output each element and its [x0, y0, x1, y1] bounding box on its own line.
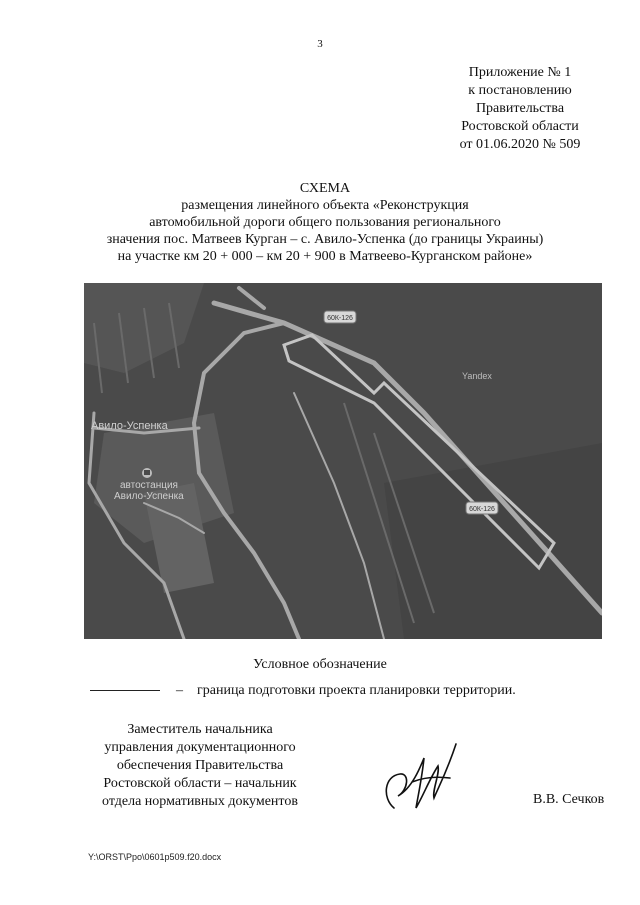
legend-dash: – [176, 683, 183, 698]
appendix-line: к постановлению [468, 83, 572, 98]
scheme-map [84, 283, 602, 639]
road-sign [466, 502, 498, 514]
title-line: размещения линейного объекта «Реконструкция [181, 198, 469, 213]
road-sign-label: 60К-126 [327, 315, 353, 322]
legend-title: Условное обозначение [253, 657, 387, 672]
appendix-line: Ростовской области [461, 119, 579, 134]
signer-title-line: управления документационного [104, 740, 296, 755]
bus-station-icon [142, 468, 152, 478]
document-title [60, 180, 590, 265]
signer-title-line: Ростовской области – начальник [103, 776, 297, 791]
map-provider-label: Yandex [462, 371, 492, 381]
bus-station-label: автостанция [120, 480, 178, 491]
appendix-header [440, 64, 600, 154]
village-label: Авило-Успенка [91, 420, 168, 432]
file-path: Y:\ORST\Ppo\0601p509.f20.docx [88, 852, 222, 862]
signer-position [80, 721, 320, 811]
title-line: значения пос. Матвеев Курган – с. Авило-Успенка (до границы Украины) [106, 232, 544, 247]
appendix-line: от 01.06.2020 № 509 [459, 137, 581, 152]
title-line: на участке км 20 + 000 – км 20 + 900 в Матвеево-Курганском районе» [117, 249, 533, 264]
title-line: автомобильной дороги общего пользования регионального [149, 215, 501, 230]
map-canvas [84, 283, 602, 639]
bus-station-label: Авило-Успенка [114, 491, 184, 502]
signer-title-line: Заместитель начальника [127, 722, 273, 737]
appendix-line: Приложение № 1 [468, 65, 572, 80]
appendix-line: Правительства [475, 101, 565, 116]
title-heading: СХЕМА [299, 181, 351, 196]
road-sign-label: 60К-126 [469, 506, 495, 513]
page-number: 3 [317, 38, 323, 50]
road-sign [324, 311, 356, 323]
legend-description: граница подготовки проекта планировки территории. [197, 683, 516, 698]
legend-boundary-line [90, 690, 160, 691]
signer-title-line: обеспечения Правительства [116, 758, 284, 773]
handwritten-signature [372, 738, 462, 823]
signer-name: В.В. Сечков [533, 792, 605, 807]
signer-title-line: отдела нормативных документов [102, 794, 298, 809]
